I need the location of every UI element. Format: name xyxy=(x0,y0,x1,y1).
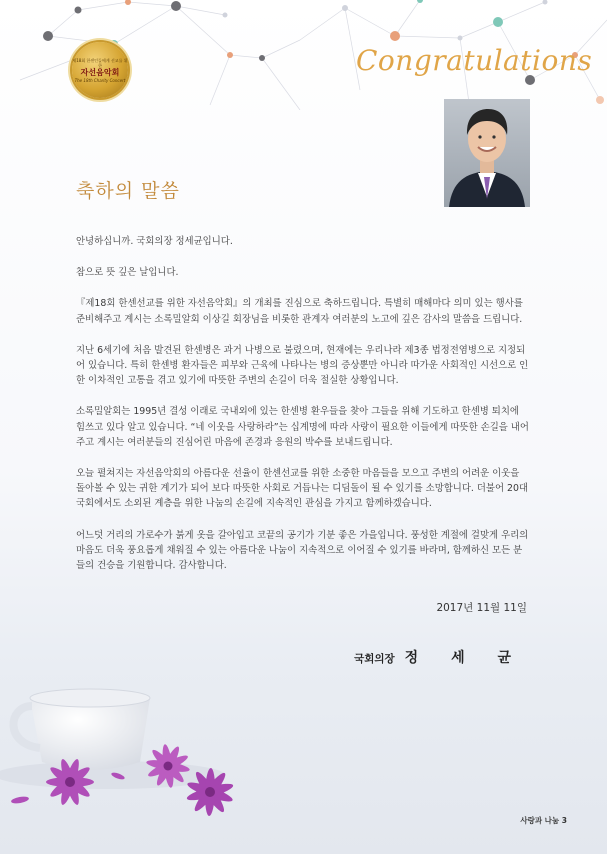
letter-paragraph: 오늘 펼쳐지는 자선음악회의 아름다운 선율이 한센선교를 위한 소중한 마음들을 모으고 주변의 어려운 이웃을 돌아볼 수 있는 귀한 계기가 되어 보다 따뜻한 사회로 거듭나는 디딤돌이 될 수 있기를 소망합니다. 더불어 20대 국회에서도 소외된 계층을 위한 나눔의 손길에 지속적인 관심을 가지고 함께하겠습니다. xyxy=(76,468,529,510)
page-footer-label: 사랑과 나눔 3 xyxy=(520,816,567,825)
letter-paragraph: 『제18회 한센선교를 위한 자선음악회』의 개최를 진심으로 축하드립니다. 특별히 매해마다 의미 있는 행사를 준비해주고 계시는 소록밀알회 이상길 회장님을 비롯한 관계자 여러분의 노고에 깊은 감사의 말씀을 드립니다. xyxy=(76,298,523,325)
letter-title: 축하의 말씀 xyxy=(76,180,180,202)
signature-block xyxy=(354,647,525,667)
person-portrait-icon xyxy=(444,99,530,207)
letter-body xyxy=(76,234,530,589)
congratulations-heading: Congratulations xyxy=(356,44,593,77)
letter-paragraph: 소록밀알회는 1995년 결성 이래로 국내외에 있는 한센병 환우들을 찾아 그들을 위해 기도하고 한센병 퇴치에 힘쓰고 있다 알고 있습니다. “네 이웃을 사랑하라”는 십계명에 따라 사랑이 필요한 이들에게 따뜻한 손길을 내어주고 계시는 여러분들의 진심어린 마음에 존경과 응원의 박수를 보내드립니다. xyxy=(76,406,529,448)
logo-main-text: 자선음악회 xyxy=(80,67,120,77)
speaker-portrait xyxy=(444,99,530,207)
concert-logo-badge xyxy=(72,42,128,98)
letter-paragraph: 참으로 뜻 깊은 날입니다. xyxy=(76,267,179,279)
teacup-flowers-decoration xyxy=(0,640,330,854)
letter-paragraph: 지난 6세기에 처음 발견된 한센병은 과거 나병으로 불렸으며, 현재에는 우리나라 제3종 법정전염병으로 지정되어 있습니다. 특히 한센병 환자들은 피부와 근육에 나타나는 병의 증상뿐만 아니라 따가운 사회적인 시선으로 인한 이차적인 고통을 겪고 있기에 따뜻한 주변의 손길이 더욱 절실한 상황입니다. xyxy=(76,344,529,387)
signature-name: 정 세 균 xyxy=(404,650,525,666)
signature-role: 국회의장 xyxy=(354,653,395,665)
logo-sub-text: The 18th Charity Concert xyxy=(74,77,126,83)
logo-top-text: 제18회 한센인들에게 선교를 위한 xyxy=(72,57,128,68)
letter-paragraph: 어느덧 거리의 가로수가 붉게 옷을 갈아입고 코끝의 공기가 기분 좋은 가을입니다. 풍성한 계절에 걸맞게 우리의 마음도 더욱 풍요롭게 채워질 수 있는 아름다운 나눔이 지속적으로 이어질 수 있기를 바라며, 함께하신 모든 분들의 건승을 기원합니다. 감사합니다. xyxy=(76,529,529,572)
letter-date: 2017년 11월 11일 xyxy=(436,602,527,614)
letter-paragraph: 안녕하십니까. 국회의장 정세균입니다. xyxy=(76,236,233,247)
